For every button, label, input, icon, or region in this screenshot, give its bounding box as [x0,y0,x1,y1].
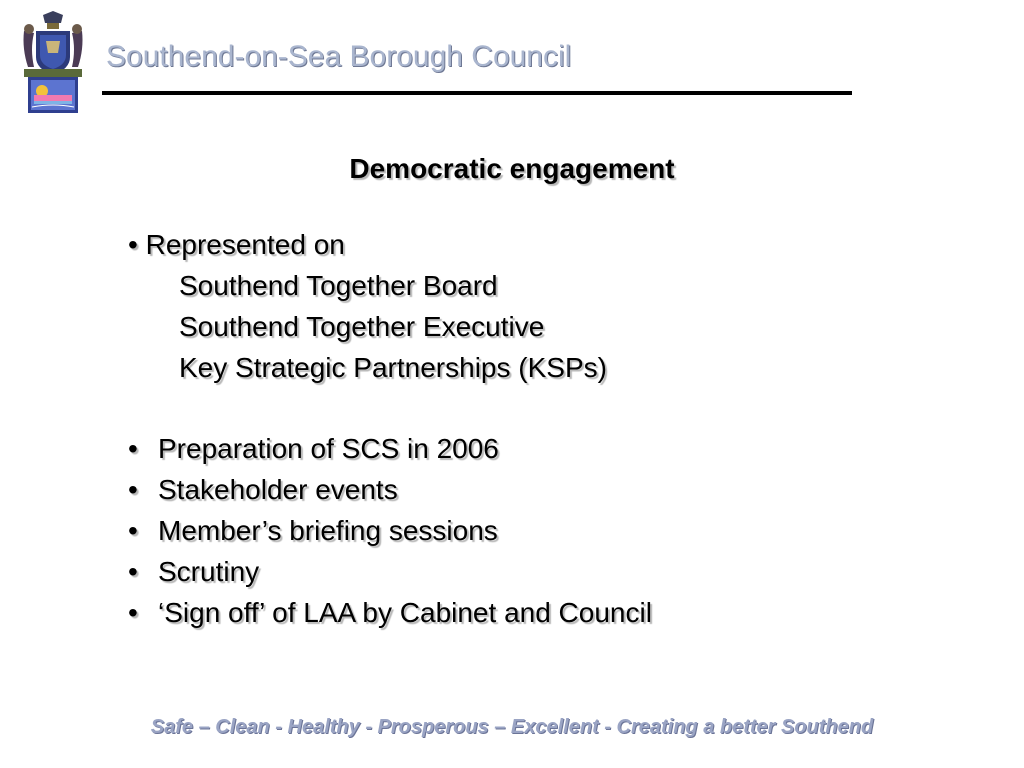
bullet-text: Stakeholder events [158,474,398,505]
sub-item: Key Strategic Partnerships (KSPs) [179,352,607,383]
sub-item: Southend Together Executive [179,311,545,342]
sub-item: Southend Together Board [179,270,498,301]
bullet-represented-on [128,224,652,265]
header-rule [102,91,852,95]
bullet-item [128,469,652,510]
spacer [128,388,652,428]
organisation-name: Southend-on-Sea Borough Council [106,40,572,73]
bullet-glyph: • [128,474,138,505]
slide-body [128,224,652,633]
bullet-text: Scrutiny [158,556,260,587]
bullet-item [128,510,652,551]
bullet-glyph: • [128,597,138,628]
bullet-item [128,551,652,592]
bullet-item [128,592,652,633]
coat-of-arms-logo [18,9,88,119]
bullet-text: ‘Sign off’ of LAA by Cabinet and Council [158,597,652,628]
bullet-text: Member’s briefing sessions [158,515,498,546]
bullet-glyph: • [128,229,138,260]
footer-tagline: Safe – Clean - Healthy - Prosperous – Excellent - Creating a better Southend [150,716,874,738]
bullet-glyph: • [128,515,138,546]
bullet-glyph: • [128,433,138,464]
bullet-text: Preparation of SCS in 2006 [158,433,499,464]
bullet-glyph: • [128,556,138,587]
bullet-item [128,428,652,469]
slide-title: Democratic engagement [349,153,675,184]
bullet-text: Represented on [145,229,345,260]
